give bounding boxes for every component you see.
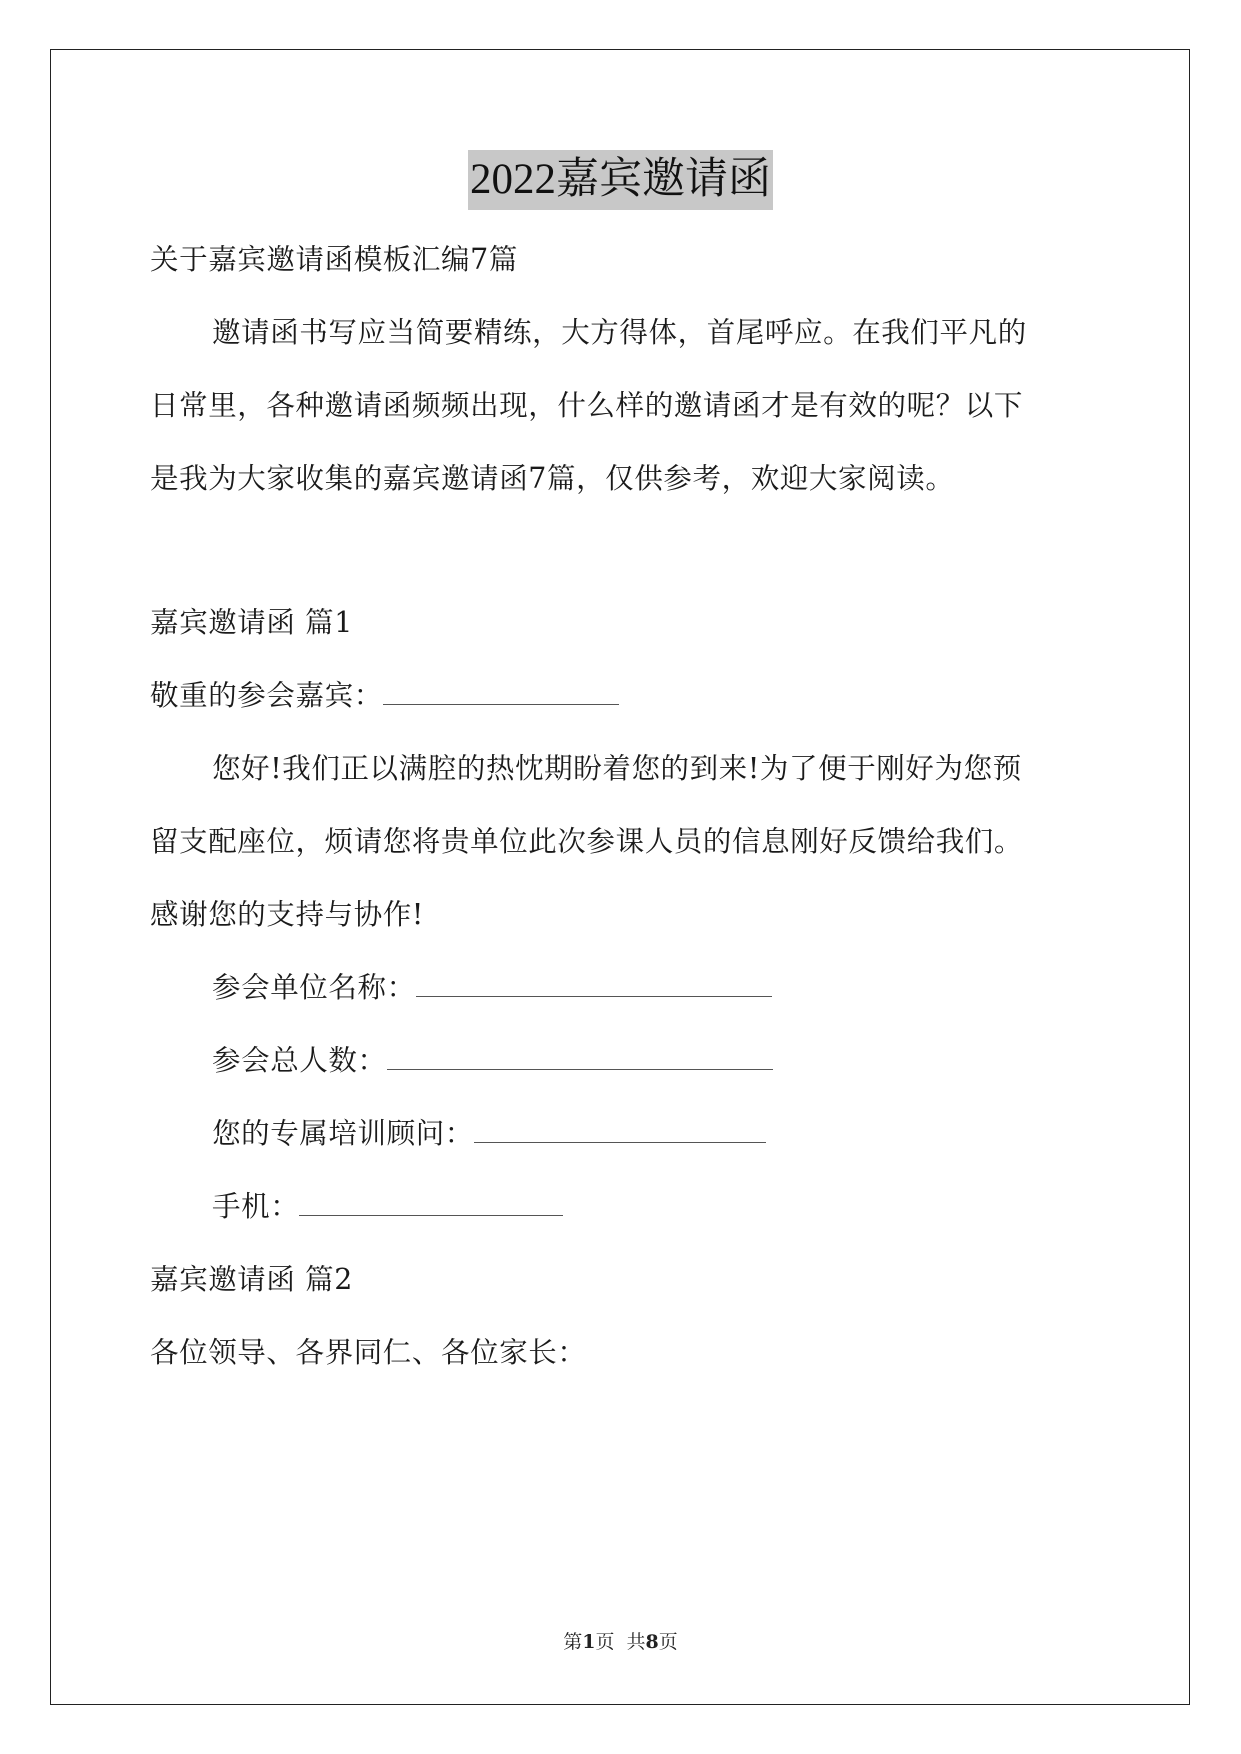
document-title: 2022嘉宾邀请函 <box>468 150 773 210</box>
footer-mid: 页 共 <box>595 1631 646 1653</box>
fill-blank-line <box>299 1191 563 1216</box>
field-label: 参会总人数： <box>212 1044 387 1077</box>
intro-line-3: 是我为大家收集的嘉宾邀请函7篇，仅供参考，欢迎大家阅读。 <box>150 462 955 495</box>
field-label: 您的专属培训顾问： <box>212 1117 474 1150</box>
section-heading-2: 嘉宾邀请函 篇2 <box>150 1263 353 1296</box>
footer-prefix: 第 <box>563 1631 583 1653</box>
field-label: 参会单位名称： <box>212 971 416 1004</box>
footer-page-number: 1 <box>582 1631 596 1653</box>
footer-suffix: 页 <box>658 1631 678 1653</box>
footer-total-pages: 8 <box>645 1631 659 1653</box>
field-org-name <box>212 968 772 1008</box>
salutation-1 <box>150 676 619 716</box>
intro-line-2: 日常里，各种邀请函频频出现，什么样的邀请函才是有效的呢？以下 <box>150 389 1024 422</box>
field-attendee-count <box>212 1041 773 1081</box>
fill-blank-line <box>387 1045 773 1070</box>
salutation-2: 各位领导、各界同仁、各位家长： <box>150 1336 587 1369</box>
page-footer <box>0 1630 1241 1654</box>
body-line-1: 您好!我们正以满腔的热忱期盼着您的到来!为了便于刚好为您预 <box>212 752 1022 785</box>
body-line-3: 感谢您的支持与协作! <box>150 898 424 931</box>
page-border <box>50 49 1190 1705</box>
fill-blank-line <box>383 680 619 705</box>
field-consultant <box>212 1114 766 1154</box>
fill-blank-line <box>474 1118 766 1143</box>
body-line-2: 留支配座位，烦请您将贵单位此次参课人员的信息刚好反馈给我们。 <box>150 825 1024 858</box>
section-heading-1: 嘉宾邀请函 篇1 <box>150 606 353 639</box>
fill-blank-line <box>416 972 772 997</box>
field-mobile <box>212 1187 563 1227</box>
intro-line-1: 邀请函书写应当简要精练，大方得体，首尾呼应。在我们平凡的 <box>212 316 1027 349</box>
salutation-text: 敬重的参会嘉宾： <box>150 679 383 712</box>
field-label: 手机： <box>212 1190 300 1223</box>
document-subtitle: 关于嘉宾邀请函模板汇编7篇 <box>150 243 518 276</box>
